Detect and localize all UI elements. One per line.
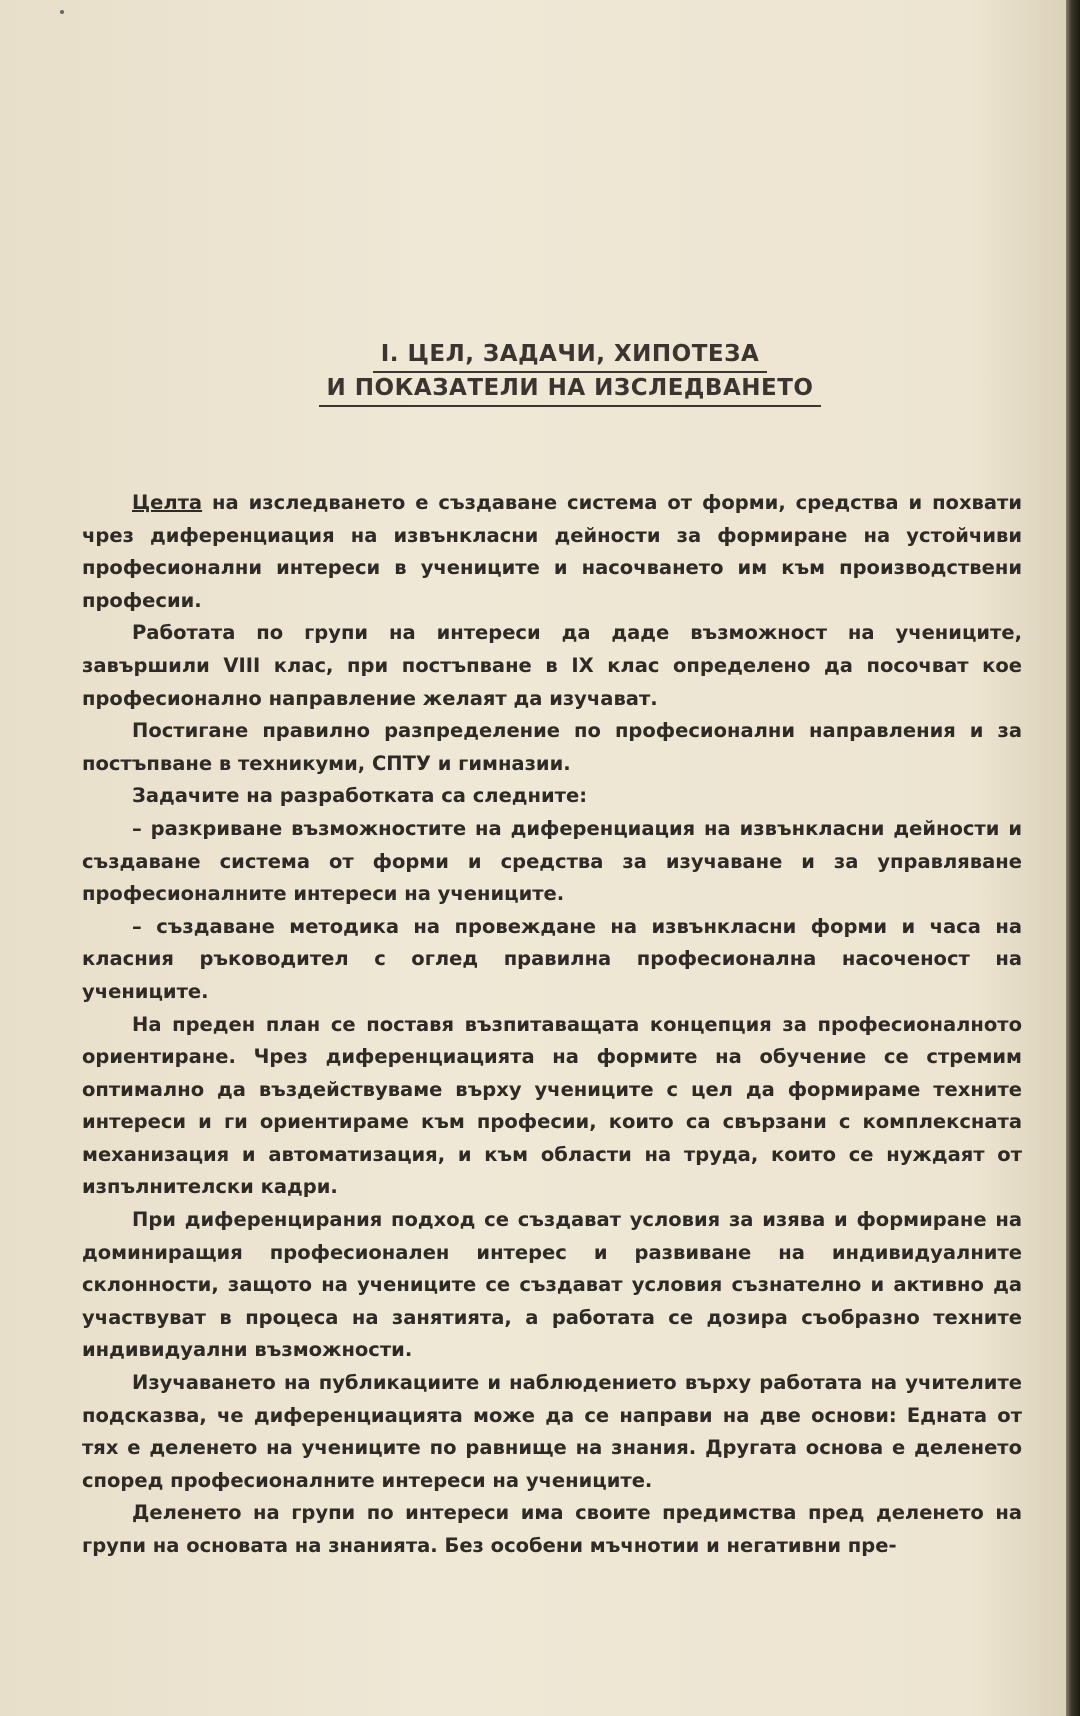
paragraph: На преден план се поставя възпитаващата концепция за професионалното ориентиране. Чрез диференциацията на формите на обучение се стремим оптимално да въздействуваме върху учениците с цел да формираме техните интереси и ги ориентираме към професии, които са свързани с комплексната механизация и автоматизация, и към области на труда, които се нуждаят от изпълнителски кадри.: [82, 1012, 1022, 1199]
paragraph: Изучаването на публикациите и наблюдението върху работата на учителите подсказва, че диференциацията може да се направи на две основи: Едната от тях е деленето на учениците по равнище на знания. Другата основа е деленето според професионалните интереси на учениците.: [82, 1371, 1022, 1492]
paragraph: При диференцирания подход се създават условия за изява и формиране на доминиращия професионален интерес и развиване на индивидуалните склонности, защото на учениците се създават условия съзнателно и активно да участвуват в процеса на занятията, а работата се дозира съобразно техните индивидуални възможности.: [82, 1208, 1022, 1362]
paragraph: Работата по групи на интереси да даде възможност на учениците, завършили VIII клас, при постъпване в IX клас определено да посочват кое професионално направление желаят да изучават.: [82, 621, 1022, 710]
book-spine-edge: [1066, 0, 1080, 1716]
chapter-heading: [0, 338, 1080, 406]
underlined-term: Целта: [132, 491, 203, 514]
body-text: [82, 487, 1022, 1563]
heading-line-2: И ПОКАЗАТЕЛИ НА ИЗСЛЕДВАНЕТО: [319, 372, 822, 407]
paragraph: Деленето на групи по интереси има своите предимства пред деленето на групи на основата на знанията. Без особени мъчнотии и негативни пре-: [82, 1501, 1022, 1557]
task-item: – разкриване възможностите на диференциация на извънкласни дейности и създаване система от форми и средства за изучаване и за управляване професионалните интереси на учениците.: [82, 816, 1022, 906]
paragraph-tasks-intro: Задачите на разработката са следните:: [132, 784, 588, 808]
paragraph: Постигане правилно разпределение по професионални направления и за постъпване в техникуми, СПТУ и гимназии.: [82, 719, 1022, 775]
task-item: – създаване методика на провеждане на извънкласни форми и часа на класния ръководител с оглед правилна професионална насоченост на учениците.: [82, 914, 1022, 1003]
paragraph-goal: Целта на изследването е създаване система от форми, средства и похвати чрез диференциация на извънкласни дейности за формиране на устойчиви професионални интереси в учениците и насочването им към производствени професии.: [82, 491, 1022, 612]
ink-speck: [60, 10, 64, 14]
heading-line-1: I. ЦЕЛ, ЗАДАЧИ, ХИПОТЕЗА: [373, 338, 768, 373]
